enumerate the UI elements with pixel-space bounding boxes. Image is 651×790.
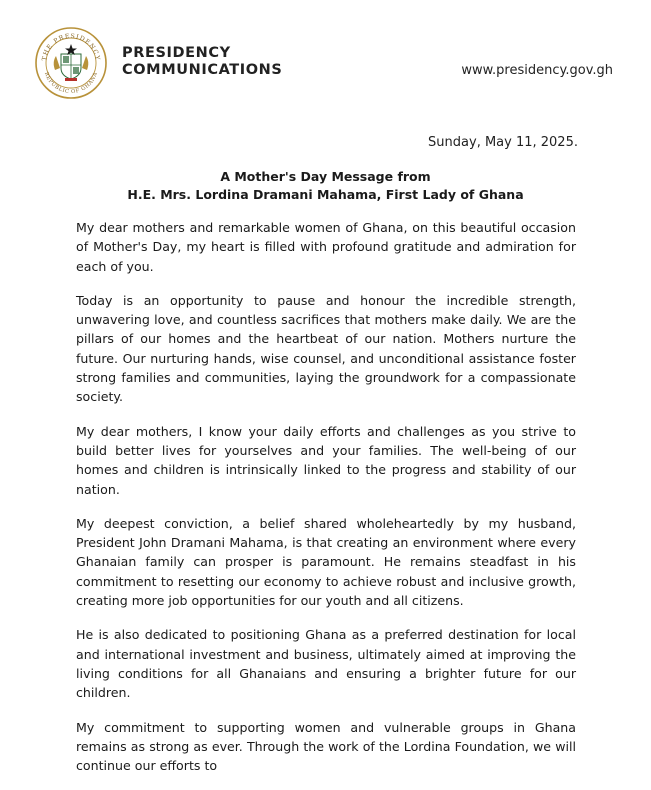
brand-line-1: PRESIDENCY [122,45,231,61]
svg-text:THE PRESIDENCY: THE PRESIDENCY [41,32,101,62]
brand-wordmark [122,45,282,79]
website-link[interactable]: www.presidency.gov.gh [461,63,613,78]
letter-body [76,218,576,790]
title-line-1: A Mother's Day Message from [220,169,431,184]
svg-text:REPUBLIC OF GHANA: REPUBLIC OF GHANA [42,71,100,96]
paragraph: He is also dedicated to positioning Ghana as a preferred destination for local and international investment and business, ultimately aimed at improving the living conditions for all Ghanaians and ensuring a brighter future for our children. [76,627,576,701]
letterhead [0,0,651,110]
paragraph: My deepest conviction, a belief shared wholeheartedly by my husband, President John Dramani Mahama, is that creating an environment where every Ghanaian family can prosper is paramount. He remains steadfast in his commitment to resetting our economy to achieve robust and inclusive growth, creating more job opportunities for our youth and all citizens. [76,515,576,609]
title-line-2: H.E. Mrs. Lordina Dramani Mahama, First Lady of Ghana [127,187,524,202]
paragraph: My commitment to supporting women and vulnerable groups in Ghana remains as strong as ever. Through the work of the Lordina Foundation, we will continue our efforts to [76,719,576,774]
brand-line-2: COMMUNICATIONS [122,62,283,78]
letter-title [0,168,651,204]
paragraph: My dear mothers and remarkable women of Ghana, on this beautiful occasion of Mother's Day, my heart is filled with profound gratitude and admiration for each of you. [76,220,576,274]
paragraph: My dear mothers, I know your daily efforts and challenges as you strive to build better lives for yourselves and your families. The well-being of our homes and children is intrinsically linked to the progress and stability of our nation. [76,423,576,497]
coat-of-arms-seal-icon [34,26,108,100]
letter-date: Sunday, May 11, 2025. [428,135,578,150]
paragraph: Today is an opportunity to pause and honour the incredible strength, unwavering love, and countless sacrifices that mothers make daily. We are the pillars of our homes and the heartbeat of our nation. Mothers nurture the future. Our nurturing hands, wise counsel, and unconditional assistance foster strong families and communities, laying the groundwork for a compassionate society. [76,292,576,405]
